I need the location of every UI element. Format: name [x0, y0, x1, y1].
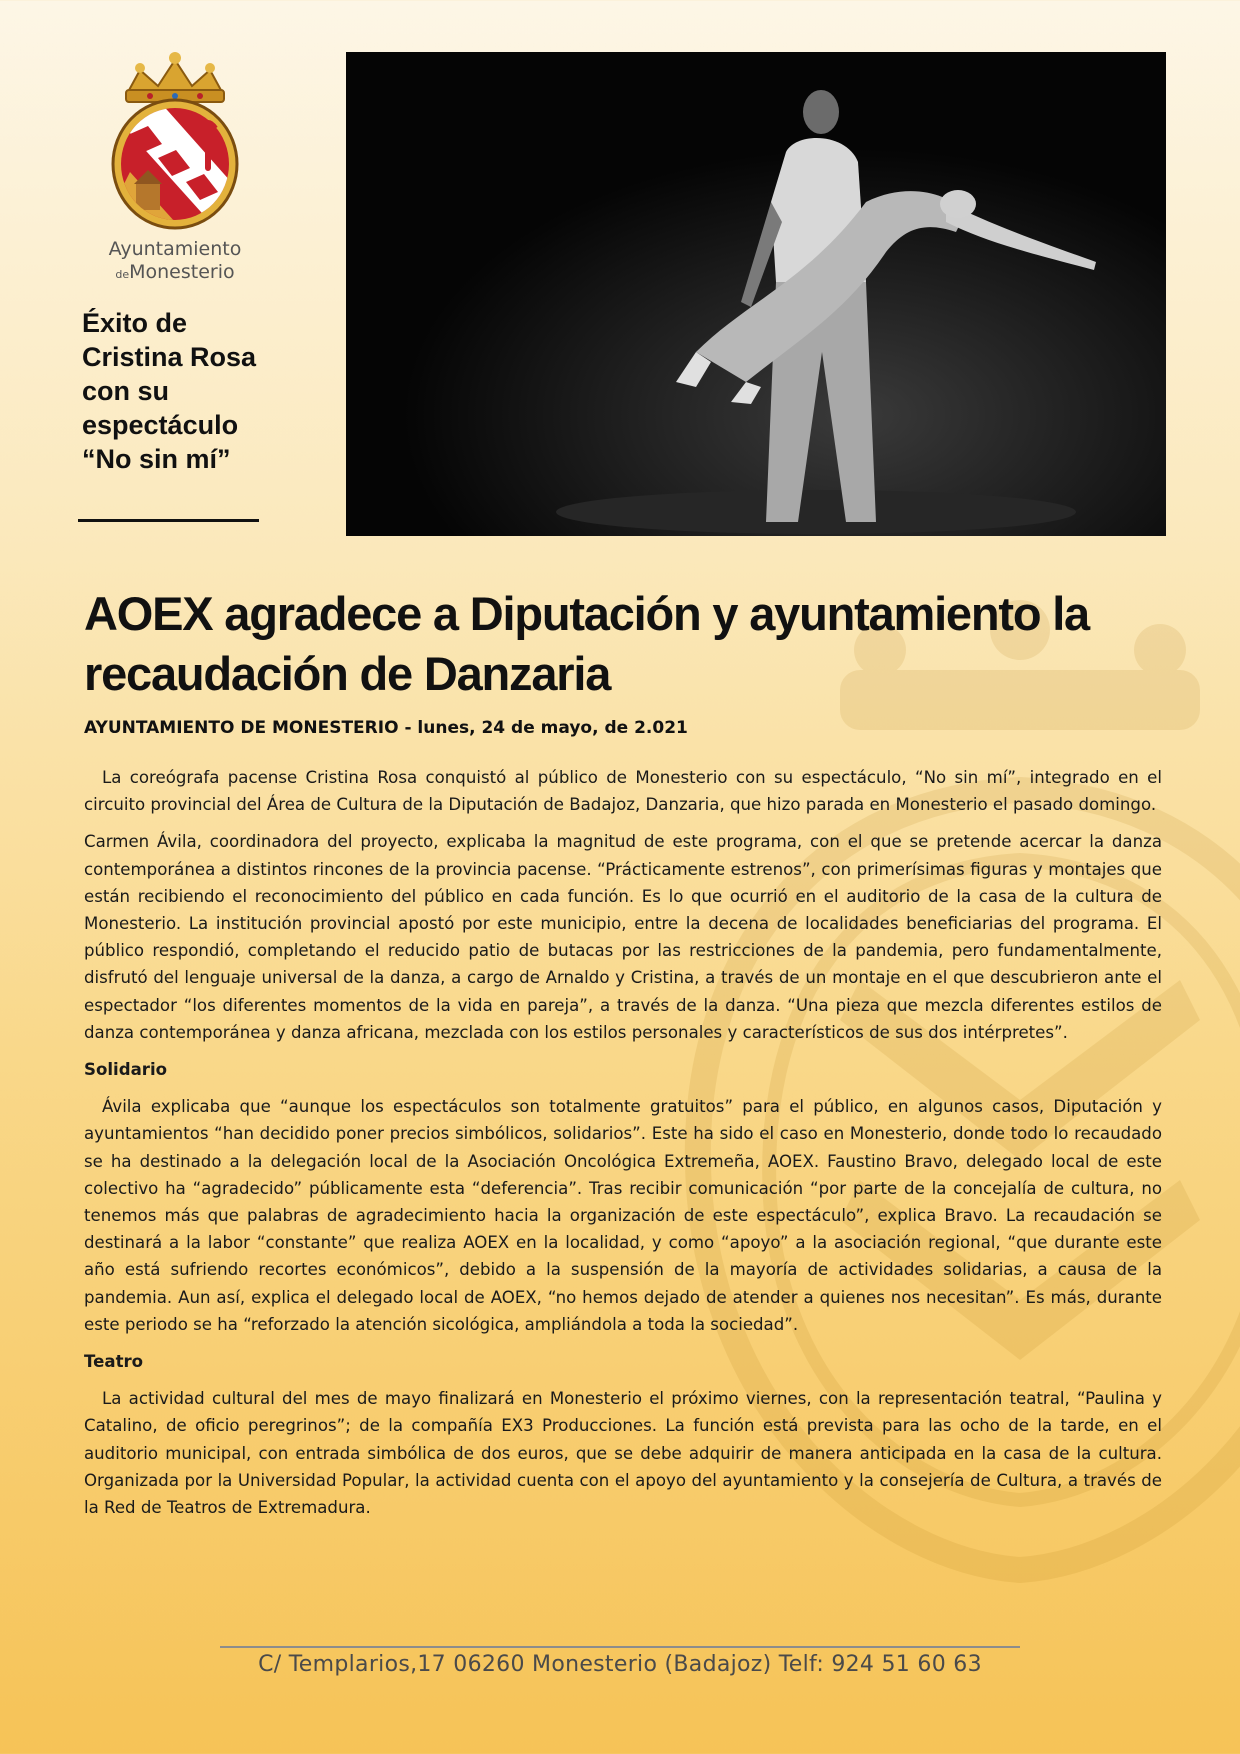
article-paragraph: Carmen Ávila, coordinadora del proyecto, explicaba la magnitud de este programa, con el que se pretende acercar la danza contemporánea a distintos rincones de la provincia pacense. “Prácticamente estrenos”, con primerísimas figuras y montajes que están recibiendo el reconocimiento del público en cada función. Es lo que ocurrió en el auditorio de la casa de la cultura de Monesterio. La institución provincial apostó por este municipio, entre la decena de localidades beneficiarias del programa. El público respondió, completando el reducido patio de butacas por las restricciones de la pandemia, pero fundamentalmente, disfrutó del lenguaje universal de la danza, a cargo de Arnaldo y Cristina, a través de un montaje en el que descubrieron ante el espectador “los diferentes momentos de la vida en pareja”, a través de la danza. “Una pieza que mezcla diferentes estilos de danza contemporánea y danza africana, mezclada con los estilos personales y característicos de sus dos intérpretes”. — [84, 832, 1162, 1042]
side-headline-line: Cristina Rosa — [82, 342, 257, 372]
headline-line1: AOEX agradece a Diputación y ayuntamiento la — [84, 587, 1089, 640]
article-paragraph: Ávila explicaba que “aunque los espectáculos son totalmente gratuitos” para el público, en algunos casos, Diputación y ayuntamientos “han decidido poner precios simbólicos, solidarios”. Este ha sido el caso en Monesterio, donde todo lo recaudado se ha destinado a la delegación local de la Asociación Oncológica Extremeña, AOEX. Faustino Bravo, delegado local de este colectivo ha “agradecido” públicamente esta “deferencia”. Tras recibir comunicación “por parte de la concejalía de cultura, no tenemos más que palabras de agradecimiento hacia la organización de este espectáculo”, explica Bravo. La recaudación se destinará a la labor “constante” que realiza AOEX en la localidad, y como “apoyo” a la asociación regional, “que durante este año está sufriendo recortes económicos”, debido a la suspensión de la mayoría de actividades solidarias, a causa de la pandemia. Aun así, explica el delegado local de AOEX, “no hemos dejado de atender a quienes nos necesitan”. Es más, durante este periodo se ha “reforzado la atención sicológica, ampliándola a toda la sociedad”. — [84, 1097, 1162, 1334]
side-headline-line: Éxito de — [82, 308, 188, 338]
byline: AYUNTAMIENTO DE MONESTERIO - lunes, 24 de mayo, de 2.021 — [84, 718, 688, 738]
crest-name-town: Monesterio — [129, 261, 235, 283]
headline-line2: recaudación de Danzaria — [84, 647, 611, 700]
section-heading-solidario: Solidario — [84, 1060, 168, 1080]
article-paragraph: La coreógrafa pacense Cristina Rosa conquistó al público de Monesterio con su espectáculo, “No sin mí”, integrado en el circuito provincial del Área de Cultura de la Diputación de Badajoz, Danzaria, que hizo parada en Monesterio el pasado domingo. — [84, 768, 1162, 815]
crest-name-line1: Ayuntamiento — [108, 238, 242, 260]
crest-icon — [100, 52, 250, 232]
crown-icon — [126, 52, 224, 102]
crest-name-line2 — [72, 261, 278, 286]
side-divider — [78, 519, 259, 522]
dancers-image — [346, 52, 1166, 536]
side-headline-line: espectáculo — [82, 410, 239, 440]
crest-caption — [72, 238, 278, 286]
footer-divider — [220, 1646, 1020, 1648]
side-headline — [82, 306, 312, 476]
crest-name-prefix: de — [115, 268, 130, 281]
main-headline — [84, 584, 1184, 704]
article-paragraph: La actividad cultural del mes de mayo finalizará en Monesterio el próximo viernes, con la representación teatral, “Paulina y Catalino, de oficio peregrinos”; de la compañía EX3 Producciones. La función está prevista para las ocho de la tarde, en el auditorio municipal, con entrada simbólica de dos euros, que se debe adquirir de manera anticipada en la casa de la cultura. Organizada por la Universidad Popular, la actividad cuenta con el apoyo del ayuntamiento y la consejería de Cultura, a través de la Red de Teatros de Extremadura. — [84, 1389, 1162, 1518]
section-heading-teatro: Teatro — [84, 1352, 144, 1372]
article-body — [84, 764, 1162, 1531]
side-headline-line: con su — [82, 376, 170, 406]
footer-address: C/ Templarios,17 06260 Monesterio (Badajoz) Telf: 924 51 60 63 — [258, 1652, 982, 1677]
side-headline-line: “No sin mí” — [82, 444, 231, 474]
dance-performance-photo — [346, 52, 1166, 536]
